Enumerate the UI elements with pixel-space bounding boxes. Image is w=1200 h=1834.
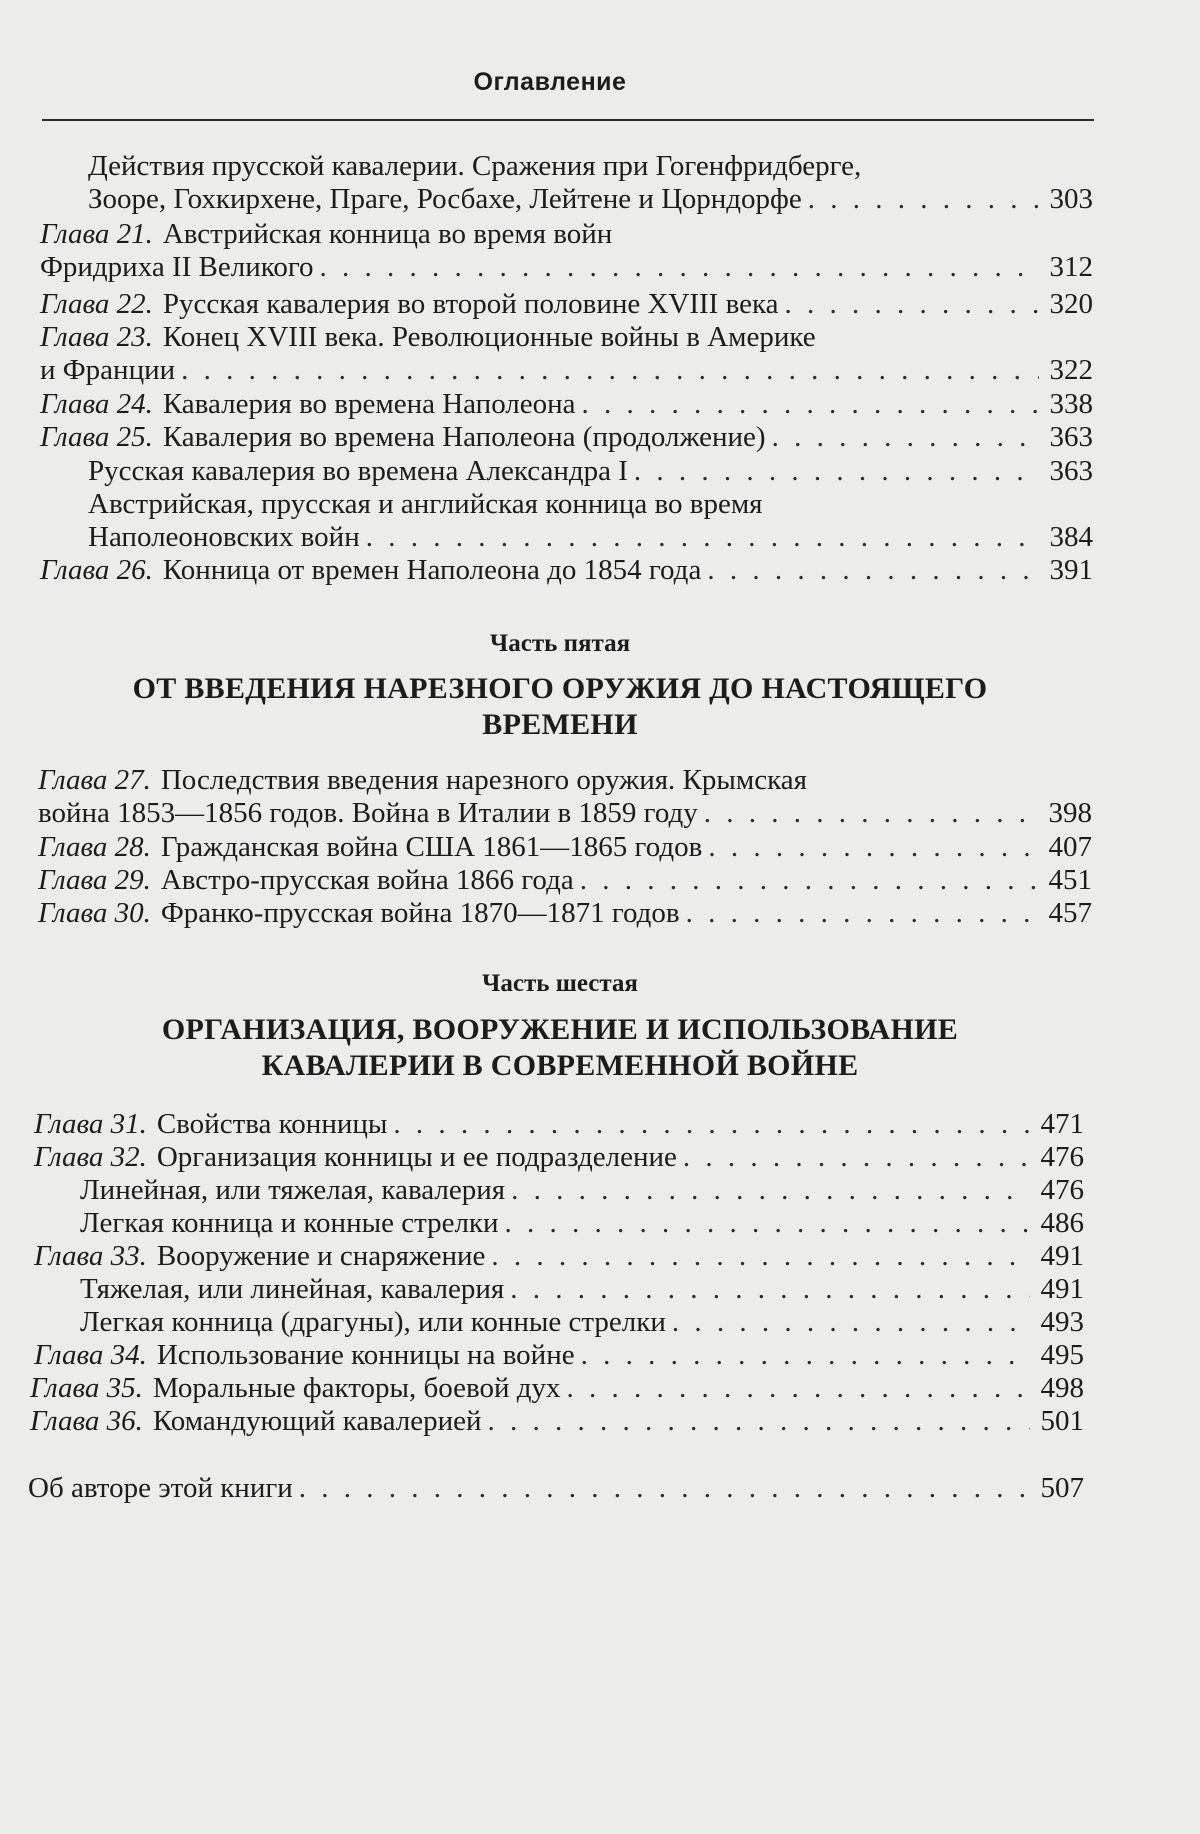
chapter-label: Глава 27. [38,764,151,796]
dot-leader [488,1405,1031,1438]
page-number: 338 [1049,388,1093,420]
chapter-label: Глава 26. [40,554,153,586]
page-number: 363 [1049,421,1093,453]
toc-entry [34,1108,1084,1141]
toc-entry-line [38,897,1092,930]
chapter-label: Глава 30. [38,897,151,929]
page-number: 451 [1048,864,1092,896]
toc-entry [38,764,1092,830]
part-title: Часть шестая [482,970,638,997]
running-head: Оглавление [473,68,627,96]
toc-entry-line [38,764,1092,797]
entry-title: Линейная, или тяжелая, кавалерия [80,1174,506,1206]
page-number: 322 [1049,354,1093,386]
toc-entry-line [80,1207,1084,1240]
page-number: 498 [1040,1372,1084,1404]
dot-leader [491,1240,1030,1273]
entry-title: Русская кавалерия во второй половине XVIII века [162,288,779,320]
entry-title: Фридриха II Великого [40,251,314,283]
entry-title: Франко-прусская война 1870—1871 годов [160,897,680,929]
chapter-label: Глава 28. [38,831,151,863]
page-number: 398 [1048,797,1092,829]
entry-title: Легкая конница и конные стрелки [80,1207,499,1239]
page-number: 391 [1049,554,1093,586]
dot-leader [772,421,1039,454]
toc-entry-line [38,797,1092,830]
entry-title: Последствия введения нарезного оружия. Крымская [160,764,807,796]
entry-title: Конец XVIII века. Революционные войны в Америке [162,321,816,353]
entry-title: Свойства конницы [156,1108,388,1140]
page-number: 491 [1040,1240,1084,1272]
toc-entry [88,488,1093,554]
chapter-label: Глава 36. [30,1405,143,1437]
toc-entry-line [80,1174,1084,1207]
toc-entry-line [88,455,1093,488]
chapter-label: Глава 31. [34,1108,147,1140]
toc-entry [38,897,1092,930]
entry-title: война 1853—1856 годов. Война в Италии в 1859 году [38,797,698,829]
dot-leader [511,1174,1030,1207]
toc-entry [30,1372,1084,1405]
page-number: 303 [1049,183,1093,215]
page-number: 384 [1049,521,1093,553]
toc-entry-line [88,150,1093,183]
toc-entry [38,831,1092,864]
toc-entry [30,1405,1084,1438]
toc-entry [88,455,1093,488]
part-heading-line: ОРГАНИЗАЦИЯ, ВООРУЖЕНИЕ И ИСПОЛЬЗОВАНИЕ [161,1013,959,1046]
chapter-label: Глава 29. [38,864,151,896]
entry-title: Русская кавалерия во времена Александра I [88,455,628,487]
entry-title: Организация конницы и ее подразделение [156,1141,677,1173]
chapter-label: Глава 33. [34,1240,147,1272]
page-number: 486 [1040,1207,1084,1239]
dot-leader [581,1339,1030,1372]
toc-entry [40,554,1093,587]
toc-entry [80,1207,1084,1240]
dot-leader [672,1306,1030,1339]
header-rule [42,119,1094,121]
toc-entry-line [88,488,1093,521]
page-number: 312 [1049,251,1093,283]
dot-leader [510,1273,1030,1306]
toc-entry [34,1240,1084,1273]
dot-leader [704,797,1038,830]
dot-leader [808,183,1039,216]
toc-entry [40,218,1093,284]
toc-entry-line [34,1339,1084,1372]
toc-entry-line [38,864,1092,897]
page-number: 476 [1040,1174,1084,1206]
dot-leader [320,251,1039,284]
part-title: Часть пятая [489,630,631,657]
dot-leader [393,1108,1030,1141]
toc-entry [80,1273,1084,1306]
entry-title: Зооре, Гохкирхене, Праге, Росбахе, Лейтене и Цорндорфе [88,183,802,215]
toc-entry-line [88,183,1093,216]
toc-entry-line [40,388,1093,421]
toc-entry-line [40,554,1093,587]
toc-entry [40,421,1093,454]
dot-leader [683,1141,1030,1174]
dot-leader [299,1472,1030,1505]
toc-entry [80,1306,1084,1339]
toc-entry [88,150,1093,216]
toc-entry-line [40,421,1093,454]
dot-leader [366,521,1039,554]
part-heading [100,1012,1020,1084]
dot-leader [785,288,1040,321]
entry-title: Австрийская конница во время войн [162,218,613,250]
dot-leader [567,1372,1030,1405]
toc-entry-line [88,521,1093,554]
dot-leader [181,354,1039,387]
dot-leader [505,1207,1030,1240]
toc-entry [80,1174,1084,1207]
chapter-label: Глава 34. [34,1339,147,1371]
entry-title: Австро-прусская война 1866 года [160,864,574,896]
toc-entry-line [34,1108,1084,1141]
toc-entry-line [40,218,1093,251]
toc-entry [34,1339,1084,1372]
toc-entry-line [40,288,1093,321]
toc-entry-line [40,354,1093,387]
page-number: 501 [1040,1405,1084,1437]
toc-entry-line [34,1141,1084,1174]
entry-title: и Франции [40,354,176,386]
toc-entry-line [30,1405,1084,1438]
chapter-label: Глава 24. [40,388,153,420]
page-number: 407 [1048,831,1092,863]
part-heading-line: КАВАЛЕРИИ В СОВРЕМЕННОЙ ВОЙНЕ [261,1049,859,1082]
toc-entry-about-author [28,1472,1084,1505]
page-number: 471 [1040,1108,1084,1140]
page-number: 320 [1049,288,1093,320]
dot-leader [582,388,1039,421]
toc-entry [40,388,1093,421]
toc-entry-line [38,831,1092,864]
page-number: 493 [1040,1306,1084,1338]
entry-title: Конница от времен Наполеона до 1854 года [162,554,702,586]
entry-title: Моральные факторы, боевой дух [152,1372,561,1404]
entry-title: Командующий кавалерией [152,1405,482,1437]
toc-entry-line [30,1372,1084,1405]
entry-title: Кавалерия во времена Наполеона (продолжение) [162,421,766,453]
toc-entry-line [28,1472,1084,1505]
entry-title: Действия прусской кавалерии. Сражения при Гогенфридберге, [88,150,862,182]
entry-title: Кавалерия во времена Наполеона [162,388,576,420]
chapter-label: Глава 25. [40,421,153,453]
page-number: 507 [1040,1472,1084,1504]
toc-entry [40,321,1093,387]
part-heading-line: ОТ ВВЕДЕНИЯ НАРЕЗНОГО ОРУЖИЯ ДО НАСТОЯЩЕГО [132,672,988,705]
part-heading-line: ВРЕМЕНИ [482,708,638,741]
toc-entry [40,288,1093,321]
toc-entry [34,1141,1084,1174]
dot-leader [634,455,1039,488]
dot-leader [580,864,1038,897]
page-number: 363 [1049,455,1093,487]
page-number: 491 [1040,1273,1084,1305]
dot-leader [708,831,1038,864]
entry-title: Гражданская война США 1861—1865 годов [160,831,703,863]
entry-title: Наполеоновских войн [88,521,360,553]
toc-entry-line [40,251,1093,284]
entry-title: Тяжелая, или линейная, кавалерия [80,1273,505,1305]
entry-title: Легкая конница (драгуны), или конные стрелки [80,1306,666,1338]
toc-entry-line [80,1273,1084,1306]
toc-entry-line [40,321,1093,354]
page-number: 476 [1040,1141,1084,1173]
dot-leader [686,897,1038,930]
chapter-label: Глава 23. [40,321,153,353]
chapter-label: Глава 32. [34,1141,147,1173]
toc-entry [38,864,1092,897]
entry-title: Об авторе этой книги [28,1472,293,1504]
chapter-label: Глава 21. [40,218,153,250]
entry-title: Австрийская, прусская и английская конница во время [88,488,763,520]
toc-entry-line [34,1240,1084,1273]
part-heading [100,671,1020,743]
dot-leader [707,554,1039,587]
entry-title: Использование конницы на войне [156,1339,575,1371]
entry-title: Вооружение и снаряжение [156,1240,486,1272]
chapter-label: Глава 22. [40,288,153,320]
toc-entry-line [80,1306,1084,1339]
page-number: 457 [1048,897,1092,929]
chapter-label: Глава 35. [30,1372,143,1404]
page-number: 495 [1040,1339,1084,1371]
